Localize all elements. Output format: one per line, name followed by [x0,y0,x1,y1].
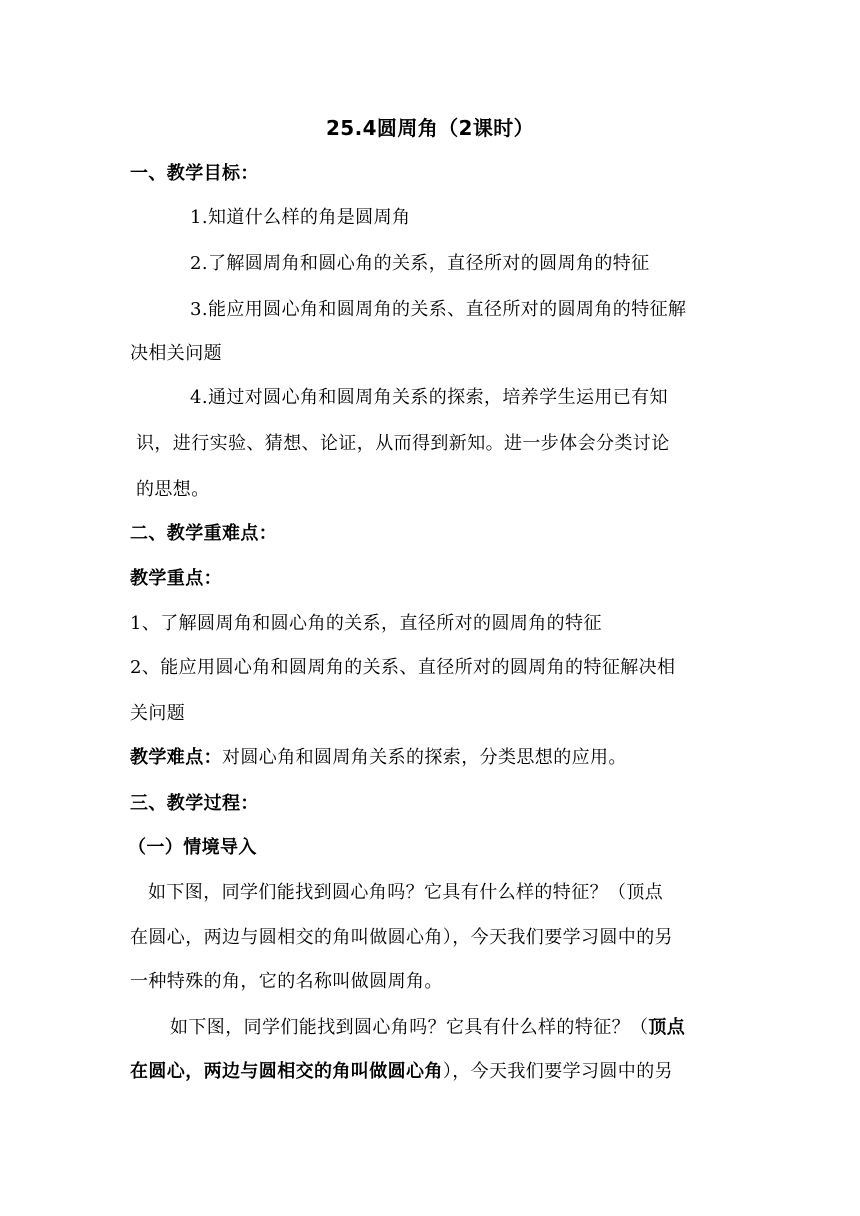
intro-para2-text: 如下图，同学们能找到圆心角吗？它具有什么样的特征？（ [170,1017,649,1038]
difficulty-label: 教学难点： [130,747,222,768]
objective-item: 3.能应用圆心角和圆周角的关系、直径所对的圆周角的特征解 [190,299,687,320]
difficulty-text: 对圆心角和圆周角关系的探索，分类思想的应用。 [222,747,627,768]
key-item: 关问题 [130,703,186,724]
key-label: 教学重点： [130,568,222,589]
intro-paragraph2-line1 [170,1016,685,1040]
objective-item: 的思想。 [136,479,210,500]
intro-para2-bold: 顶点 [648,1017,686,1038]
difficulty-line [130,746,627,770]
intro-paragraph-line: 一种特殊的角，它的名称叫做圆周角。 [130,971,443,992]
objective-item: 1.知道什么样的角是圆周角 [190,207,411,228]
intro-paragraph-line: 如下图，同学们能找到圆心角吗？它具有什么样的特征？（顶点 [148,882,664,903]
objectives-heading: 一、教学目标： [130,163,259,184]
intro-paragraph2-line2 [130,1060,673,1084]
objective-item: 2.了解圆周角和圆心角的关系，直径所对的圆周角的特征 [190,253,650,274]
page-title: 25.4圆周角（2课时） [325,116,535,140]
intro-heading: （一）情境导入 [128,837,257,858]
objective-item: 决相关问题 [130,343,222,364]
intro-para2-text: ），今天我们要学习圆中的另 [442,1061,674,1082]
intro-para2-bold: 在圆心，两边与圆相交的角叫做圆心角 [130,1061,443,1082]
objective-item: 识，进行实验、猜想、论证，从而得到新知。进一步体会分类讨论 [136,433,670,454]
key-item: 1、了解圆周角和圆心角的关系，直径所对的圆周角的特征 [130,613,602,634]
key-points-heading: 二、教学重难点： [130,523,278,544]
key-item: 2、能应用圆心角和圆周角的关系、直径所对的圆周角的特征解决相 [130,657,676,678]
process-heading: 三、教学过程： [130,793,259,814]
intro-paragraph-line: 在圆心，两边与圆相交的角叫做圆心角），今天我们要学习圆中的另 [130,927,673,948]
objective-item: 4.通过对圆心角和圆周角关系的探索，培养学生运用已有知 [190,387,668,408]
